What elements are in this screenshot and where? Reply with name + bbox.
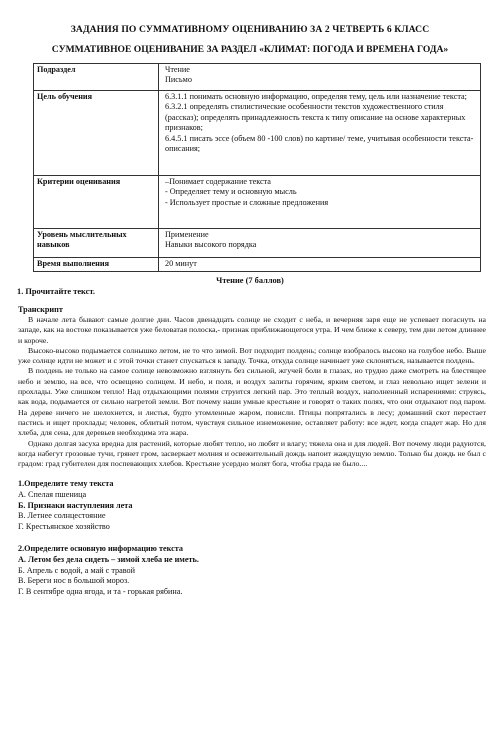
table-row-section — [34, 64, 481, 91]
table-row-criteria — [34, 176, 481, 229]
time-value: 20 минут — [159, 258, 481, 272]
transcript-paragraph: В полдень не только на самое солнце невозможно взглянуть без сильной, жгучей боли в глазах, но трудно даже смотреть на блестящее небо и землю, на все, что освещено солнцем. И небо, и поля, и воздух залиты горячим, ярким светом, и глаз невольно ищет зелени и прохлады. Уже слишком тепло! Над отдыхающими полями струится легкий пар. Это теплый воздух, наполненный испарениями: струясь, как вода, подымается от сильно нагретой земли. Вот почему наши умные крестьяне и говорят о таких полях, что они отдыхают под паром. На дереве ничего не шелохнется, и листья, будто утомленные жаром, повисли. Птицы попрятались в лесу; домашний скот перестает пастись и ищет прохлады; человек, облитый потом, чувствуя сильное изнеможение, оставляет работу: все ждет, когда спадет жар. Но для хлеба, для сена, для деревьев необходима эта жара. — [18, 366, 486, 438]
table-row-time — [34, 258, 481, 272]
goal-value: 6.4.5.1 писать эссе (объем 80 -100 слов) по картине/ теме, учитывая особенности текста- описания; — [165, 133, 474, 154]
question-2-option-c: В. Береги нос в большой мороз. — [18, 576, 130, 586]
transcript-heading: Транскрипт — [18, 305, 63, 314]
goal-value: 6.3.2.1 определять стилистические особенности текстов художественного стиля (рассказ); определять принадлежность текста к типу описание на основе характерных признаков; — [165, 102, 466, 133]
question-1-title: 1.Определите тему текста — [18, 479, 114, 489]
section-label: Подраздел — [34, 64, 159, 91]
question-2 — [18, 544, 486, 597]
level-label: Уровень мыслительных навыков — [34, 229, 159, 258]
task-instruction: 1. Прочитайте текст. — [17, 287, 95, 296]
section-value: Письмо — [165, 75, 192, 85]
assessment-info-table — [33, 63, 481, 272]
table-row-level — [34, 229, 481, 258]
document-title: ЗАДАНИЯ ПО СУММАТИВНОМУ ОЦЕНИВАНИЮ ЗА 2 ЧЕТВЕРТЬ 6 КЛАСС — [70, 24, 430, 35]
reading-section-title: Чтение (7 баллов) — [216, 276, 284, 285]
transcript-paragraph: Однако долгая засуха вредна для растений, которые любят тепло, но любят и влагу; тяжела она и для людей. Вот почему люди радуются, когда набегут грозовые тучи, грянет гром, засверкает молния и освежительный дождь напоит жаждущую землю. Только бы дождь не был с градом: град губителен для поспевающих хлебов. Крестьяне усердно молят бога, чтобы града не было.... — [18, 438, 486, 469]
question-1-option-a: А. Спелая пшеница — [18, 490, 87, 500]
time-label: Время выполнения — [34, 258, 159, 272]
criteria-value: –Понимает содержание текста — [165, 177, 271, 186]
criteria-value: - Определяет тему и основную мысль — [165, 187, 297, 197]
question-1-option-b: Б. Признаки наступления лета — [18, 500, 133, 510]
question-1-option-c: В. Летнее солнцестояние — [18, 511, 106, 521]
transcript-paragraph: В начале лета бывают самые долгие дни. Часов двенадцать солнце не сходит с неба, и вечерняя заря еще не успевает погаснуть на западе, как на востоке показывается уже беловатая полоска,- признак приближающегося утра. И чем ближе к северу, тем дни летом длиннее и короче. — [18, 315, 486, 345]
question-1-option-d: Г. Крестьянское хозяйство — [18, 521, 110, 531]
goal-values — [159, 91, 481, 176]
criteria-value: - Использует простые и сложные предложения — [165, 197, 329, 207]
level-value: Навыки высокого порядка — [165, 240, 257, 250]
question-2-title: 2.Определите основную информацию текста — [18, 544, 183, 554]
question-2-option-a: А. Летом без дела сидеть – зимой хлеба не иметь. — [18, 555, 199, 565]
question-2-option-d: Г. В сентябре одна ягода, и та - горькая рябина. — [18, 586, 183, 596]
question-2-option-b: Б. Апрель с водой, а май с травой — [18, 565, 136, 575]
table-row-goal — [34, 91, 481, 176]
criteria-values — [159, 176, 481, 229]
level-value: Применение — [165, 230, 209, 239]
criteria-label: Критерии оценивания — [34, 176, 159, 229]
goal-label: Цель обучения — [34, 91, 159, 176]
level-values — [159, 229, 481, 258]
section-values — [159, 64, 481, 91]
question-1 — [18, 479, 486, 532]
document-subtitle: СУММАТИВНОЕ ОЦЕНИВАНИЕ ЗА РАЗДЕЛ «КЛИМАТ: ПОГОДА И ВРЕМЕНА ГОДА» — [51, 44, 449, 55]
section-value: Чтение — [165, 65, 190, 74]
transcript-paragraph: Высоко-высоко подымается солнышко летом, не то что зимой. Вот подходит полдень; солнце взобралось высоко на голубое небо. Выше уже солнце идти не может и с этой точки станет спускаться к западу. Точка, откуда солнце начинает уже склоняться, называется полдень. — [18, 345, 486, 366]
goal-value: 6.3.1.1 понимать основную информацию, определяя тему, цель или назначение текста; — [165, 92, 467, 101]
